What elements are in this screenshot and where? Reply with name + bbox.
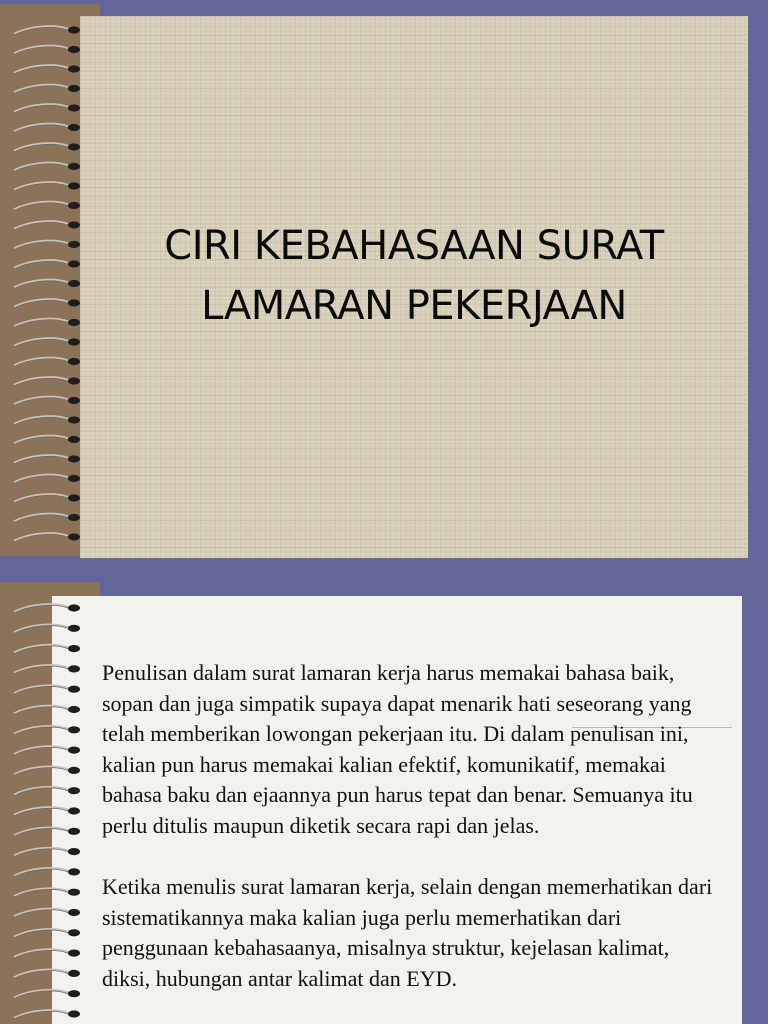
slide-title-text	[80, 216, 748, 336]
spiral-coil	[14, 949, 80, 958]
notebook-page	[80, 16, 748, 558]
spiral-coil	[14, 338, 80, 347]
spiral-coil	[14, 787, 80, 796]
spiral-coil	[14, 604, 80, 613]
spiral-coil	[14, 260, 80, 269]
spiral-coil	[14, 46, 80, 55]
spiral-coil	[14, 868, 80, 877]
title-line-2: LAMARAN PEKERJAAN	[201, 283, 627, 329]
title-line-1: CIRI KEBAHASAAN SURAT	[164, 223, 664, 269]
spiral-coil	[14, 706, 80, 715]
spiral-binding-icon	[8, 578, 88, 1024]
spiral-coil	[14, 26, 80, 35]
spiral-coil	[14, 85, 80, 94]
spiral-coil	[14, 929, 80, 938]
spiral-coil	[14, 436, 80, 445]
spiral-coil	[14, 514, 80, 523]
spiral-coil	[14, 182, 80, 191]
spiral-coil	[14, 358, 80, 367]
spiral-coil	[14, 909, 80, 918]
spiral-coil	[14, 665, 80, 674]
spiral-coil	[14, 455, 80, 464]
spiral-coil	[14, 143, 80, 152]
spiral-coil	[14, 377, 80, 386]
spiral-coil	[14, 241, 80, 250]
notebook-page	[52, 596, 742, 1024]
spiral-coil	[14, 645, 80, 654]
paragraph-2: Ketika menulis surat lamaran kerja, selain dengan memerhatikan dari sistematikannya maka kalian juga perlu memerhatikan dari penggunaan kebahasaanya, misalnya struktur, kejelasan kalimat, diksi, hubungan antar kalimat dan EYD.	[102, 874, 713, 991]
spiral-coil	[14, 163, 80, 172]
spiral-coil	[14, 767, 80, 776]
spiral-coil	[14, 807, 80, 816]
paragraph-1: Penulisan dalam surat lamaran kerja harus memakai bahasa baik, sopan dan juga simpatik supaya dapat menarik hati seseorang yang telah memberikan lowongan pekerjaan itu. Di dalam penulisan ini, kalian pun harus memakai kalian efektif, komunikatif, memakai bahasa baku dan ejaannya pun harus tepat dan benar. Semuanya itu perlu ditulis maupun diketik secara rapi dan jelas.	[102, 660, 693, 838]
spiral-coil	[14, 299, 80, 308]
spiral-coil	[14, 104, 80, 113]
spiral-coil	[14, 65, 80, 74]
spiral-coil	[14, 319, 80, 328]
spiral-coil	[14, 397, 80, 406]
spiral-coil	[14, 494, 80, 503]
slide-content	[0, 578, 768, 1024]
spiral-coil	[14, 726, 80, 735]
spiral-coil	[14, 475, 80, 484]
spiral-coil	[14, 828, 80, 837]
spiral-coil	[14, 202, 80, 211]
spiral-coil	[14, 625, 80, 634]
spiral-coil	[14, 746, 80, 755]
spiral-coil	[14, 533, 80, 542]
spiral-coil	[14, 970, 80, 979]
spiral-coil	[14, 888, 80, 897]
body-text	[102, 658, 722, 1024]
spiral-coil	[14, 416, 80, 425]
spiral-coil	[14, 280, 80, 289]
spiral-coil	[14, 221, 80, 230]
spiral-coil	[14, 124, 80, 133]
spiral-coil	[14, 848, 80, 857]
spiral-coil	[14, 685, 80, 694]
spiral-coil	[14, 990, 80, 999]
spiral-binding-icon	[8, 0, 88, 562]
spiral-coil	[14, 1010, 80, 1019]
